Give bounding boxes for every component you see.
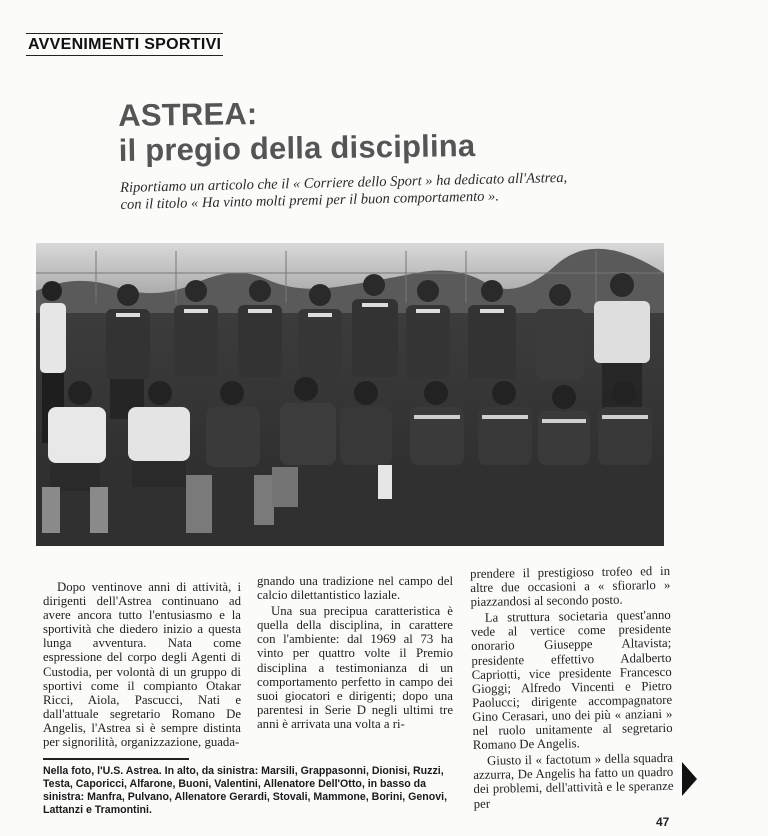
column-1-paragraph-1: Dopo ventinove anni di attività, i dirigenti dell'Astrea continuano ad avere ancora tutto l'entusiasmo e la sportività che diedero inizio a questa lunga avventura. Nata come espressione del corpo degli Agenti di Custodia, per volontà di un gruppo di sportivi come il compianto Otakar Ricci, Aiola, Pascucci, Nati e dall'attuale segretario Romano De Angelis, l'Astrea si è sempre distinta per signorilità, organizzazione, guada- [43, 580, 241, 750]
team-photo [36, 243, 664, 546]
article-column-3 [470, 564, 674, 811]
team-photo-illustration [36, 243, 664, 546]
column-3-paragraph-3: Giusto il « factotum » della squadra azzurra, De Angelis ha fatto un quadro dei problemi, dell'attività e le speranze per [473, 751, 674, 811]
article-column-1 [43, 580, 241, 749]
caption-divider [43, 758, 189, 760]
continued-arrow-icon [682, 762, 697, 796]
section-label: AVVENIMENTI SPORTIVI [26, 33, 223, 56]
column-3-paragraph-2: La struttura societaria quest'anno vede al vertice come presidente onorario Giuseppe Altavista; presidente effettivo Adalberto Capriotti, vice presidente Francesco Gioggi; Alfredo Vincenti e Pietro Paolucci; dirigente accompagnatore Gino Cerasari, uno dei più « anziani » nel ruolo unitamente al segretario Romano De Angelis. [470, 608, 673, 753]
article-column-2 [257, 574, 453, 731]
column-2-paragraph-1: gnando una tradizione nel campo del calcio dilettantistico laziale. [257, 574, 453, 603]
page-number: 47 [656, 815, 670, 829]
photo-caption: Nella foto, l'U.S. Astrea. In alto, da sinistra: Marsili, Grappasonni, Dionisi, Ruzzi, Testa, Caporicci, Alfarone, Buoni, Valentini, Allenatore Dell'Otto, in basso da sinistra: Manfra, Pulvano, Allenatore Gerardi, Stovali, Mammone, Borini, Genovi, Lattanzi e Tramontini. [43, 765, 448, 816]
column-3-paragraph-1: prendere il prestigioso trofeo ed in altre due occasioni a « sfiorarlo » piazzandosi al secondo posto. [470, 563, 671, 610]
article-headline [118, 93, 476, 168]
headline-line-1: ASTREA: [118, 96, 258, 133]
column-2-paragraph-2: Una sua precipua caratteristica è quella della disciplina, in carattere con l'ambiente: dal 1969 al 73 ha vinto per quattro volte il Premio disciplina a testimonianza di un comportamento perfetto in campo dei suoi giocatori e dirigenti; dopo una parentesi in Serie D negli ultimi tre anni è arrivata una volta a ri- [257, 604, 453, 731]
headline-line-2: il pregio della disciplina [118, 128, 476, 168]
article-standfirst: Riportiamo un articolo che il « Corriere dello Sport » ha dedicato all'Astrea, con il titolo « Ha vinto molti premi per il buon comportamento ». [120, 169, 568, 213]
